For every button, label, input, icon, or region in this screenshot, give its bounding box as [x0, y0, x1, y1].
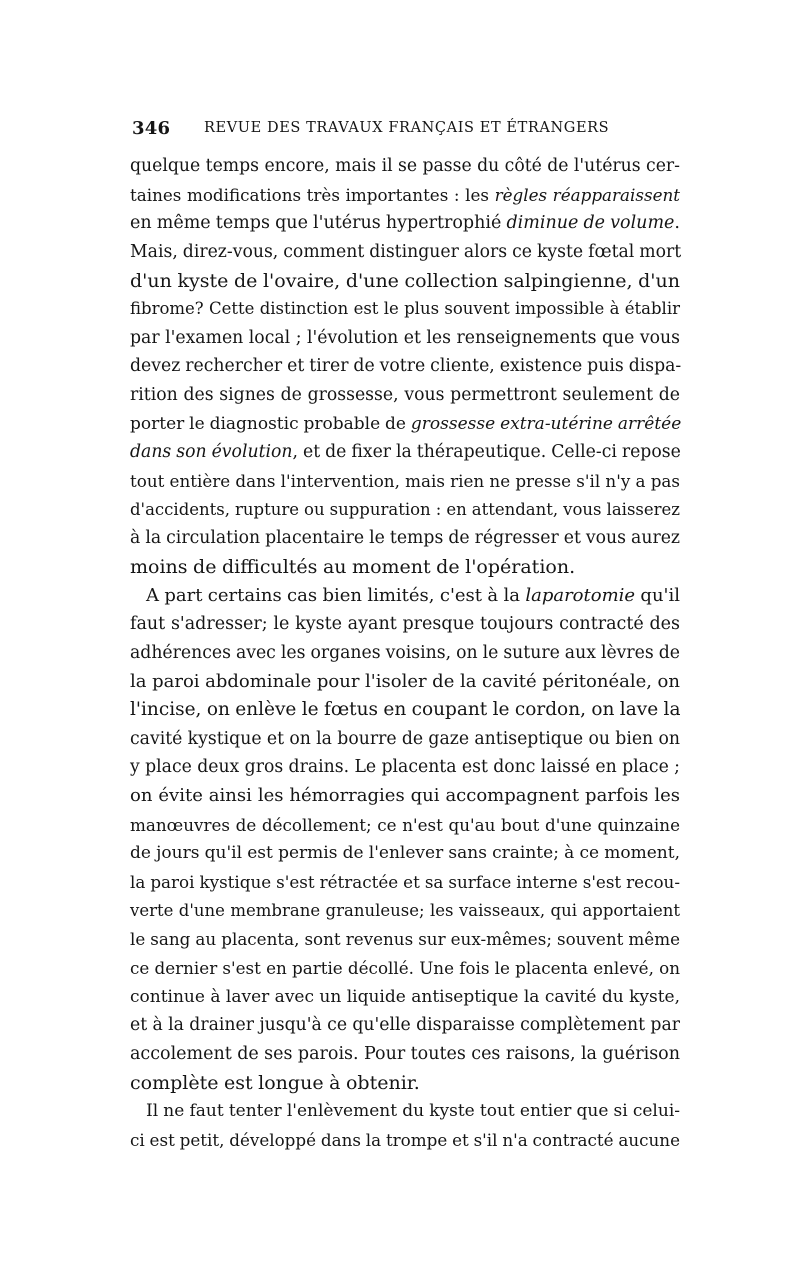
- text-line: le sang au placenta, sont revenus sur eux-mêmes; souvent même: [130, 929, 680, 950]
- text-line: complète est longue à obtenir.: [130, 1071, 420, 1094]
- text-line: porter le diagnostic probable de grossesse extra-utérine arrêtée: [130, 413, 682, 434]
- running-title: REVUE DES TRAVAUX FRANÇAIS ET ÉTRANGERS: [204, 120, 610, 136]
- text-line: ce dernier s'est en partie décollé. Une fois le placenta enlevé, on: [130, 957, 680, 978]
- text-line: dans son évolution, et de fixer la thérapeutique. Celle-ci repose: [130, 442, 681, 463]
- text-line: cavité kystique et on la bourre de gaze antiseptique ou bien on: [130, 728, 680, 749]
- text-line: de jours qu'il est permis de l'enlever sans crainte; à ce moment,: [130, 843, 680, 864]
- text-line: A part certains cas bien limités, c'est à la laparotomie qu'il: [146, 584, 680, 606]
- text-line: en même temps que l'utérus hypertrophié diminue de volume.: [130, 213, 680, 234]
- text-line: devez rechercher et tirer de votre cliente, existence puis dispa-: [130, 356, 682, 377]
- text-line: adhérences avec les organes voisins, on le suture aux lèvres de: [130, 642, 680, 663]
- page-number: 346: [132, 118, 171, 139]
- text-line: fibrome? Cette distinction est le plus souvent impossible à établir: [130, 299, 680, 319]
- text-line: verte d'une membrane granuleuse; les vaisseaux, qui apportaient: [130, 900, 680, 920]
- text-line: et à la drainer jusqu'à ce qu'elle disparaisse complètement par: [130, 1015, 680, 1036]
- text-line: Il ne faut tenter l'enlèvement du kyste tout entier que si celui-: [146, 1101, 680, 1122]
- text-line: continue à laver avec un liquide antiseptique la cavité du kyste,: [130, 986, 680, 1007]
- text-line: quelque temps encore, mais il se passe du côté de l'utérus cer-: [130, 156, 680, 176]
- text-line: y place deux gros drains. Le placenta est donc laissé en place ;: [130, 757, 680, 778]
- text-line: manœuvres de décollement; ce n'est qu'au bout d'une quinzaine: [130, 814, 680, 835]
- text-line: par l'examen local ; l'évolution et les renseignements que vous: [130, 327, 680, 348]
- text-line: ci est petit, développé dans la trompe et s'il n'a contracté aucune: [130, 1129, 680, 1150]
- text-line: on évite ainsi les hémorragies qui accompagnent parfois les: [130, 785, 680, 807]
- text-line: rition des signes de grossesse, vous permettront seulement de: [130, 385, 680, 406]
- text-line: d'accidents, rupture ou suppuration : en attendant, vous laisserez: [130, 499, 680, 519]
- text-line: la paroi kystique s'est rétractée et sa surface interne s'est recou-: [130, 872, 680, 893]
- text-line: Mais, direz-vous, comment distinguer alors ce kyste fœtal mort: [130, 241, 682, 262]
- text-line: moins de difficultés au moment de l'opération.: [130, 555, 576, 578]
- text-line: accolement de ses parois. Pour toutes ces raisons, la guérison: [130, 1043, 680, 1064]
- body-text: [130, 152, 680, 1154]
- text-line: l'incise, on enlève le fœtus en coupant le cordon, on lave la: [130, 699, 681, 721]
- text-line: tout entière dans l'intervention, mais rien ne presse s'il n'y a pas: [130, 471, 680, 492]
- text-line: taines modifications très importantes : les règles réapparaissent: [130, 184, 680, 205]
- text-line: la paroi abdominale pour l'isoler de la cavité péritonéale, on: [130, 670, 680, 692]
- running-head: [132, 118, 677, 142]
- text-line: d'un kyste de l'ovaire, d'une collection salpingienne, d'un: [130, 269, 680, 292]
- text-line: à la circulation placentaire le temps de régresser et vous aurez: [130, 528, 680, 549]
- text-line: faut s'adresser; le kyste ayant presque toujours contracté des: [130, 614, 680, 635]
